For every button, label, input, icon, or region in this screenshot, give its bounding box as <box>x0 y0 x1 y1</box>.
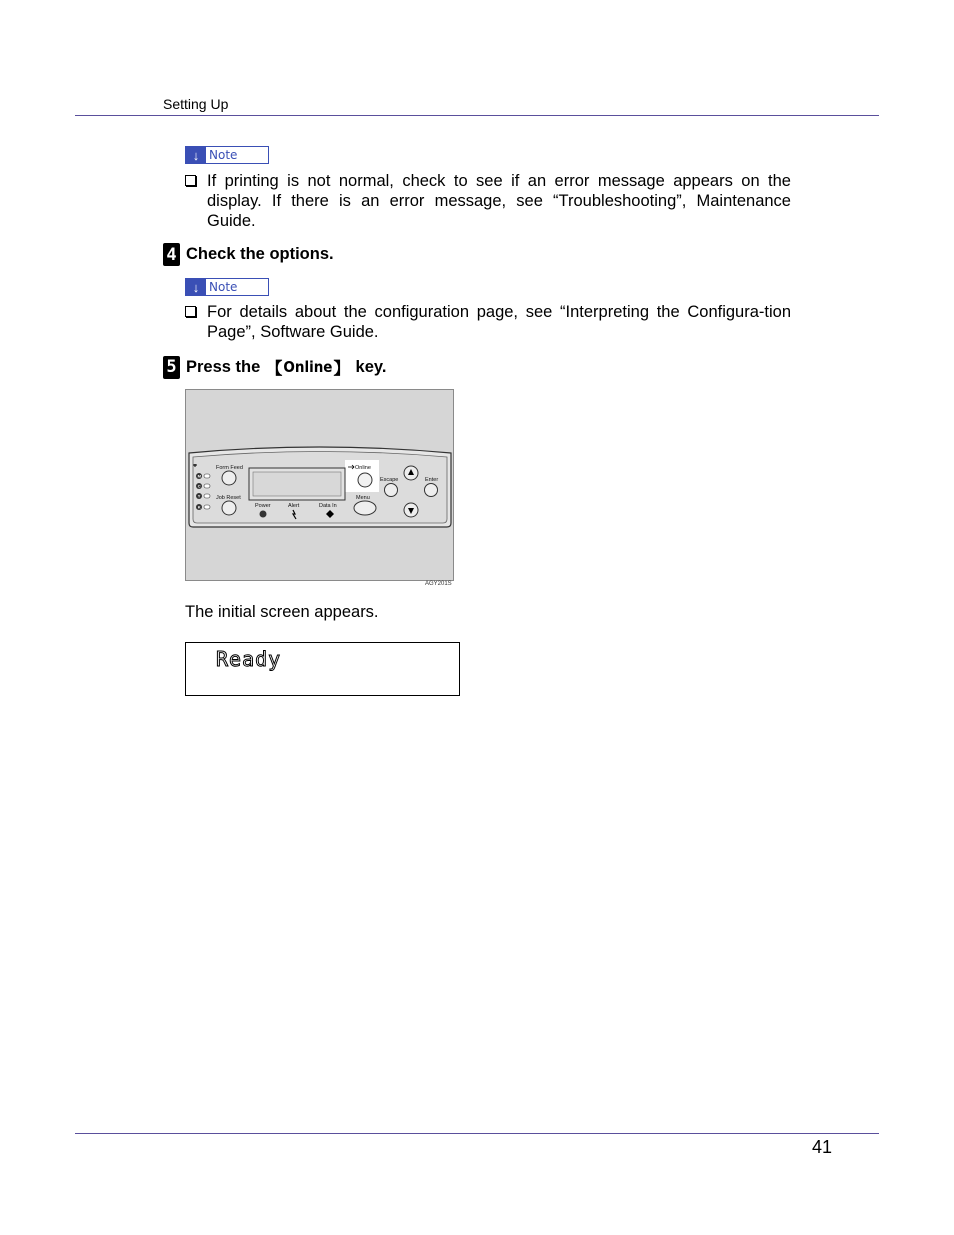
note-badge <box>185 278 269 296</box>
step-4 <box>163 243 334 266</box>
data-in-label: Data In <box>319 503 337 509</box>
note-item <box>185 302 791 342</box>
step-number: 4 <box>163 243 180 266</box>
note-text: If printing is not normal, check to see if an error message appears on the display. If there is an error message, see “Troubleshooting”, Maintenance Guide. <box>207 172 791 230</box>
step-text-before: Press the <box>186 357 265 376</box>
escape-label: Escape <box>380 477 399 483</box>
footer-rule <box>75 1133 879 1134</box>
checkbox-bullet-icon <box>185 306 196 317</box>
figure-id: AGY201S <box>425 581 452 587</box>
c-indicator-label: C <box>197 483 201 489</box>
enter-label: Enter <box>425 477 439 483</box>
y-indicator-label: Y <box>197 493 201 499</box>
lcd-text: Ready <box>216 647 282 671</box>
running-header: Setting Up <box>163 96 229 112</box>
note-label: Note <box>209 148 238 162</box>
step-number: 5 <box>163 356 180 379</box>
note-badge <box>185 146 269 164</box>
lcd-display <box>185 642 460 696</box>
job-reset-label: Job Reset <box>216 495 241 501</box>
note-item <box>185 171 791 231</box>
checkbox-bullet-icon <box>185 175 196 186</box>
alert-label: Alert <box>288 503 300 509</box>
online-key-name: Online <box>283 358 333 376</box>
online-label: Online <box>355 465 371 471</box>
body-paragraph: The initial screen appears. <box>185 603 379 621</box>
control-panel-illustration <box>185 389 454 581</box>
arrow-down-icon: ↓ <box>186 147 206 163</box>
header-rule <box>75 115 879 116</box>
step-text: Check the options. <box>186 245 334 263</box>
k-indicator-label: K <box>197 504 201 510</box>
control-panel-figure <box>185 389 454 581</box>
form-feed-label: Form Feed <box>216 465 243 471</box>
note-text: For details about the configuration page, see “Interpreting the Configura-tion Page”, Software Guide. <box>207 303 791 341</box>
note-label: Note <box>209 280 238 294</box>
key-bracket-open: 【 <box>265 359 283 378</box>
power-label: Power <box>255 503 271 509</box>
arrow-down-icon: ↓ <box>186 279 206 295</box>
step-5 <box>163 355 386 379</box>
page-number: 41 <box>812 1137 833 1157</box>
step-text-after: key. <box>350 357 387 376</box>
menu-label: Menu <box>356 495 370 501</box>
m-indicator-label: M <box>197 473 201 479</box>
key-bracket-close: 】 <box>333 359 350 378</box>
